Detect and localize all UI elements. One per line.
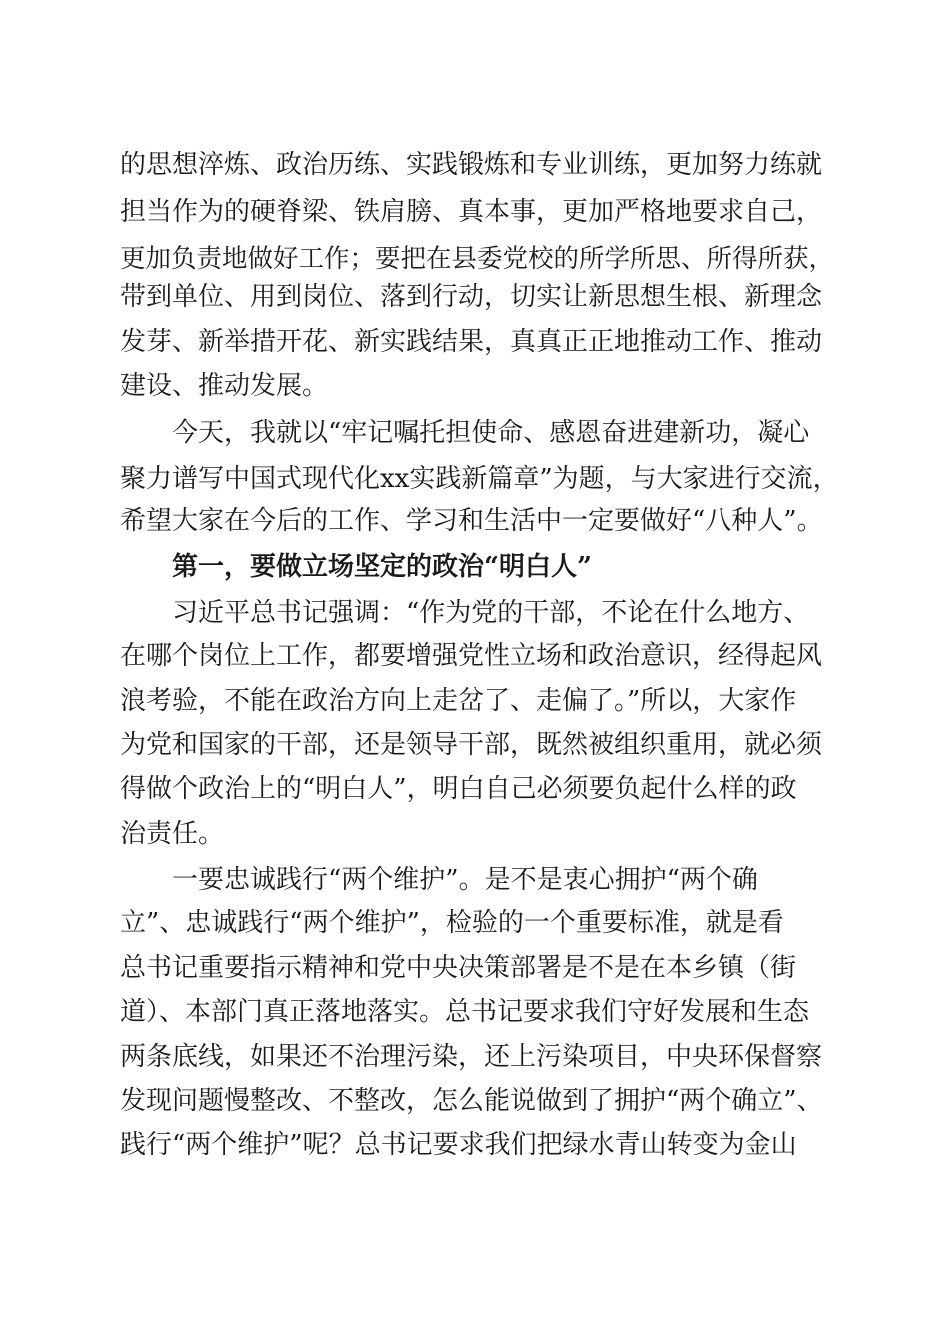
text-line — [0, 1121, 950, 1169]
line-text: 今天，我就以“牢记嘱托担使命、感恩奋进建新功，凝心 — [172, 418, 810, 448]
text-line — [0, 988, 950, 1036]
text-line — [0, 899, 950, 947]
line-text: 总书记重要指示精神和党中央决策部署是不是在本乡镇（街 — [120, 953, 797, 983]
text-line — [0, 1077, 950, 1125]
line-text: 两条底线，如果还不治理污染，还上污染项目，中央环保督察 — [120, 1042, 823, 1072]
line-text: 发芽、新举措开花、新实践结果，真真正正地推动工作、推动 — [120, 327, 823, 357]
text-line — [0, 362, 950, 410]
line-text: 浪考验，不能在政治方向上走岔了、走偏了。”所以，大家作 — [120, 686, 797, 716]
line-text: 建设、推动发展。 — [120, 371, 329, 401]
line-text: 发现问题慢整改、不整改，怎么能说做到了拥护“两个确立”、 — [120, 1086, 823, 1116]
line-text: 道）、本部门真正落地落实。总书记要求我们守好发展和生态 — [120, 997, 810, 1027]
line-text: 为党和国家的干部，还是领导干部，既然被组织重用，就必须 — [120, 730, 823, 760]
text-line — [0, 721, 950, 769]
heading-text: 第一，要做立场坚定的政治“明白人” — [172, 552, 592, 582]
line-text: 习近平总书记强调：“作为党的干部，不论在什么地方、 — [172, 598, 810, 628]
text-line — [0, 677, 950, 725]
text-line — [0, 455, 950, 503]
line-text: 得做个政治上的“明白人”，明白自己必须要负起什么样的政 — [120, 774, 797, 804]
text-line — [0, 497, 950, 545]
section-heading — [0, 543, 950, 591]
text-line — [0, 141, 950, 189]
line-text: 更加负责地做好工作；要把在县委党校的所学所思、所得所获， — [120, 244, 835, 274]
text-line — [0, 273, 950, 321]
text-line — [0, 589, 950, 637]
text-line — [0, 765, 950, 813]
line-text: 治责任。 — [120, 819, 225, 849]
text-line — [0, 856, 950, 904]
text-line — [0, 810, 950, 858]
line-text: 践行“两个维护”呢？总书记要求我们把绿水青山转变为金山 — [120, 1130, 797, 1160]
line-text: 担当作为的硬脊梁、铁肩膀、真本事，更加严格地要求自己， — [120, 197, 823, 227]
line-text: 一要忠诚践行“两个维护”。是不是衷心拥护“两个确 — [172, 865, 758, 895]
line-text: 聚力谱写中国式现代化xx实践新篇章”为题，与大家进行交流， — [120, 464, 839, 494]
text-line — [0, 944, 950, 992]
text-line — [0, 409, 950, 457]
line-text: 带到单位、用到岗位、落到行动，切实让新思想生根、新理念 — [120, 282, 823, 312]
line-text: 在哪个岗位上工作，都要增强党性立场和政治意识，经得起风 — [120, 641, 823, 671]
text-line — [0, 188, 950, 236]
line-text: 立”、忠诚践行“两个维护”，检验的一个重要标准，就是看 — [120, 908, 784, 938]
text-line — [0, 632, 950, 680]
line-text: 的思想淬炼、政治历练、实践锻炼和专业训练，更加努力练就 — [120, 150, 823, 180]
text-line — [0, 1033, 950, 1081]
line-text: 希望大家在今后的工作、学习和生活中一定要做好“八种人”。 — [120, 506, 823, 536]
text-line — [0, 318, 950, 366]
